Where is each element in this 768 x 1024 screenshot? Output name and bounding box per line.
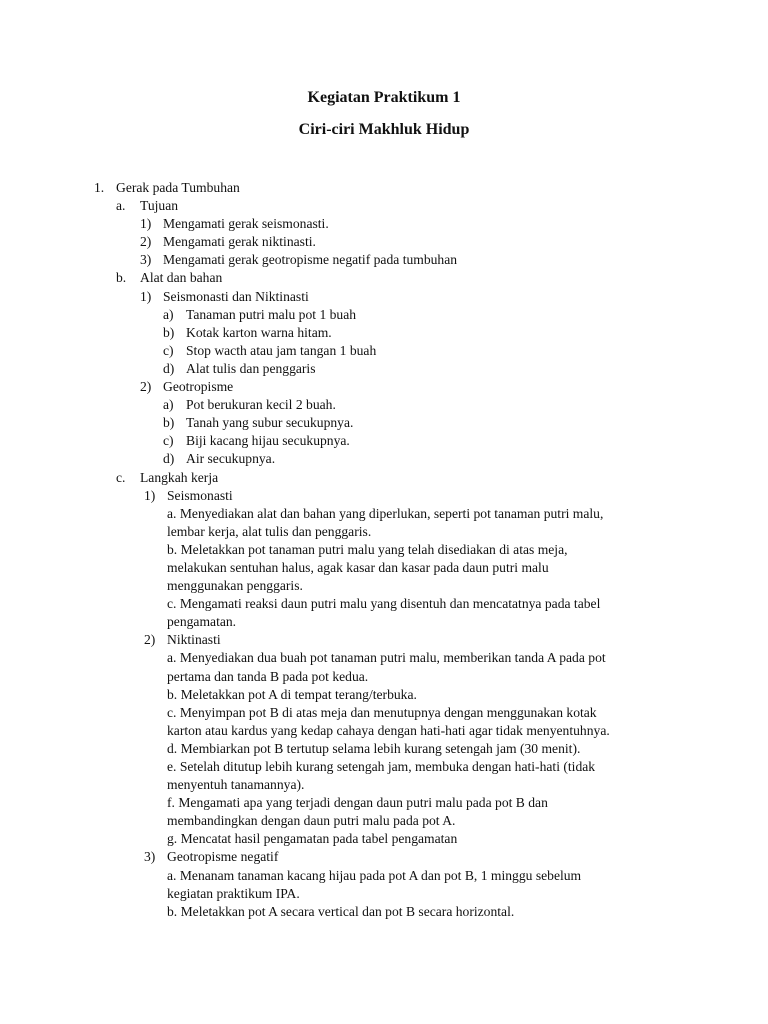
procedure-line: karton atau kardus yang kedap cahaya dengan hati-hati agar tidak menyentuhnya.: [167, 722, 610, 738]
list-marker: d): [163, 451, 175, 467]
list-marker: c.: [116, 469, 126, 485]
list-marker: b): [163, 415, 175, 431]
list-item-level2: [94, 269, 694, 287]
list-item-level4: [94, 360, 694, 378]
list-item-level4: [94, 396, 694, 414]
procedure-line: menyentuh tanamannya).: [167, 777, 305, 793]
list-text: Air secukupnya.: [186, 451, 276, 467]
procedure-line: b. Meletakkan pot A secara vertical dan pot B secara horizontal.: [167, 903, 515, 919]
procedure-line: a. Menanam tanaman kacang hijau pada pot A dan pot B, 1 minggu sebelum: [167, 867, 582, 883]
list-item-level3: [94, 487, 694, 505]
list-item-level4: [94, 414, 694, 432]
subsection-heading: Langkah kerja: [140, 469, 219, 485]
procedure-line: e. Setelah ditutup lebih kurang setengah jam, membuka dengan hati-hati (tidak: [167, 759, 596, 774]
list-item-level3: [94, 288, 694, 306]
list-text: Seismonasti: [167, 487, 233, 503]
list-marker: 1): [140, 288, 152, 304]
list-item-level3: [94, 251, 694, 269]
section-heading: Gerak pada Tumbuhan: [116, 180, 240, 195]
procedure-line: b. Meletakkan pot A di tempat terang/terbuka.: [167, 686, 417, 702]
list-marker: a): [163, 397, 174, 413]
list-item-level2: [94, 469, 694, 487]
document-subtitle: Ciri-ciri Makhluk Hidup: [298, 121, 470, 138]
list-marker: c): [163, 433, 174, 449]
document-title: Kegiatan Praktikum 1: [307, 89, 461, 106]
procedure-line: c. Mengamati reaksi daun putri malu yang disentuh dan mencatatnya pada tabel: [167, 596, 601, 612]
list-item-level1: [94, 179, 694, 197]
list-item-level3: [94, 215, 694, 233]
list-marker: a): [163, 306, 174, 322]
list-text: Biji kacang hijau secukupnya.: [186, 433, 350, 449]
list-text: Tanah yang subur secukupnya.: [186, 415, 354, 431]
procedure-line: lembar kerja, alat tulis dan penggaris.: [167, 523, 372, 539]
list-item-level4: [94, 324, 694, 342]
list-marker: 2): [140, 234, 152, 250]
list-marker: c): [163, 342, 174, 358]
list-marker: 3): [140, 252, 152, 268]
list-marker: d): [163, 360, 175, 376]
list-item-level4: [94, 306, 694, 324]
procedure-line: pertama dan tanda B pada pot kedua.: [167, 668, 369, 684]
list-text: Kotak karton warna hitam.: [186, 324, 332, 340]
list-item-level2: [94, 197, 694, 215]
list-text: Tanaman putri malu pot 1 buah: [186, 306, 357, 322]
list-text: Seismonasti dan Niktinasti: [163, 288, 309, 304]
procedure-line: f. Mengamati apa yang terjadi dengan daun putri malu pada pot B dan: [167, 795, 548, 811]
list-text: Geotropisme negatif: [167, 849, 279, 865]
list-text: Geotropisme: [163, 379, 234, 395]
list-text: Mengamati gerak niktinasti.: [163, 234, 316, 250]
procedure-line: a. Menyediakan dua buah pot tanaman putri malu, memberikan tanda A pada pot: [167, 650, 606, 666]
list-text: Mengamati gerak seismonasti.: [163, 216, 329, 232]
list-marker: a.: [116, 198, 126, 214]
list-marker: 1): [140, 216, 152, 232]
document-body: [94, 179, 694, 921]
list-marker: 2): [140, 379, 152, 395]
procedure-line: b. Meletakkan pot tanaman putri malu yang telah disediakan di atas meja,: [167, 541, 568, 557]
subsection-heading: Tujuan: [140, 198, 179, 214]
list-item-level3: [94, 848, 694, 866]
list-item-level3: [94, 631, 694, 649]
list-marker: 2): [144, 632, 156, 648]
list-text: Stop wacth atau jam tangan 1 buah: [186, 342, 377, 358]
list-item-level4: [94, 342, 694, 360]
list-text: Pot berukuran kecil 2 buah.: [186, 397, 336, 413]
list-text: Mengamati gerak geotropisme negatif pada tumbuhan: [163, 252, 458, 268]
list-marker: 3): [144, 849, 156, 865]
list-marker: 1.: [94, 180, 105, 195]
procedure-line: g. Mencatat hasil pengamatan pada tabel pengamatan: [167, 831, 458, 847]
list-marker: 1): [144, 487, 156, 503]
subsection-heading: Alat dan bahan: [140, 270, 223, 286]
list-marker: b.: [116, 270, 127, 286]
procedure-line: melakukan sentuhan halus, agak kasar dan kasar pada daun putri malu: [167, 559, 549, 575]
list-marker: b): [163, 324, 175, 340]
list-text: Alat tulis dan penggaris: [186, 360, 316, 376]
procedure-line: kegiatan praktikum IPA.: [167, 885, 300, 901]
list-item-level3: [94, 378, 694, 396]
procedure-line: d. Membiarkan pot B tertutup selama lebih kurang setengah jam (30 menit).: [167, 740, 581, 756]
procedure-line: a. Menyediakan alat dan bahan yang diperlukan, seperti pot tanaman putri malu,: [167, 505, 604, 521]
procedure-line: menggunakan penggaris.: [167, 578, 303, 594]
list-item-level4: [94, 450, 694, 468]
list-item-level4: [94, 432, 694, 450]
list-item-level3: [94, 233, 694, 251]
procedure-line: membandingkan dengan daun putri malu pada pot A.: [167, 813, 456, 829]
procedure-line: c. Menyimpan pot B di atas meja dan menutupnya dengan menggunakan kotak: [167, 704, 597, 720]
list-text: Niktinasti: [167, 632, 221, 648]
procedure-line: pengamatan.: [167, 614, 237, 630]
